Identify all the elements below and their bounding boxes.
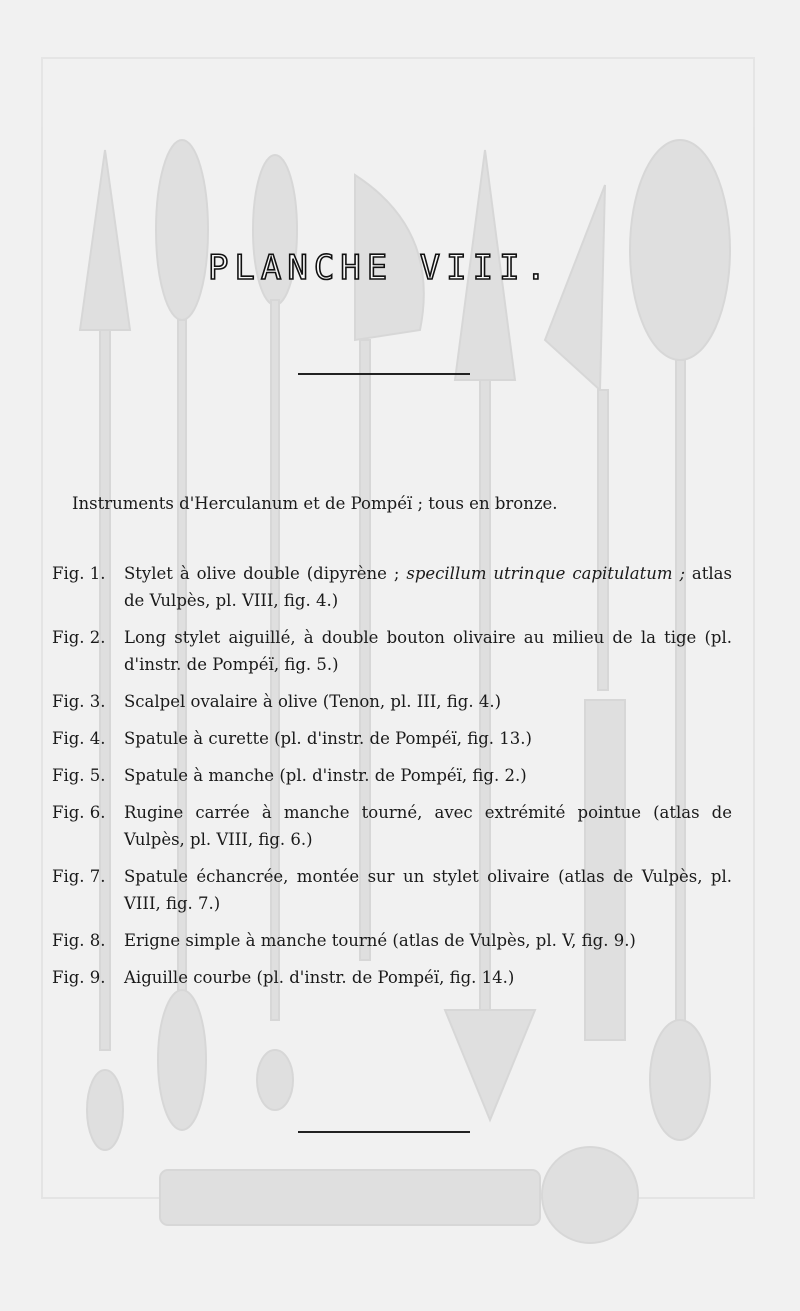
figure-caption: Rugine carrée à manche tourné, avec extrémité pointue (atlas de Vulpès, pl. VIII, fig. 6.): [124, 803, 732, 849]
figure-caption: Spatule échancrée, montée sur un stylet olivaire (atlas de Vulpès, pl. VIII, fig. 7.): [124, 867, 732, 913]
plate-intro: Instruments d'Herculanum et de Pompéï ; tous en bronze.: [72, 494, 558, 513]
figure-label: Fig. 7.: [52, 867, 106, 886]
figure-label: Fig. 2.: [52, 628, 106, 647]
figure-caption-latin: specillum utrinque capitulatum ;: [406, 564, 686, 583]
figure-item: [52, 927, 732, 954]
figure-list: [52, 560, 732, 1001]
figure-caption: Spatule à curette (pl. d'instr. de Pompéï, fig. 13.): [124, 729, 532, 748]
figure-label: Fig. 3.: [52, 692, 106, 711]
figure-caption: Scalpel ovalaire à olive (Tenon, pl. III, fig. 4.): [124, 692, 502, 711]
figure-caption: Erigne simple à manche tourné (atlas de Vulpès, pl. V, fig. 9.): [124, 931, 636, 950]
figure-caption: Long stylet aiguillé, à double bouton olivaire au milieu de la tige (pl. d'instr. de Pompéï, fig. 5.): [124, 628, 732, 674]
figure-label: Fig. 5.: [52, 766, 106, 785]
figure-label: Fig. 9.: [52, 968, 106, 987]
figure-caption: Stylet à olive double (dipyrène ; specillum utrinque capitulatum ; atlas de Vulpès, pl. VIII, fig. 4.): [124, 564, 732, 610]
figure-caption: Aiguille courbe (pl. d'instr. de Pompéï, fig. 14.): [124, 968, 515, 987]
figure-item: [52, 863, 732, 917]
figure-label: Fig. 1.: [52, 564, 106, 583]
figure-item: [52, 725, 732, 752]
figure-item: [52, 762, 732, 789]
figure-item: [52, 624, 732, 678]
figure-label: Fig. 8.: [52, 931, 106, 950]
figure-item: [52, 799, 732, 853]
figure-label: Fig. 4.: [52, 729, 106, 748]
figure-item: [52, 964, 732, 991]
figure-item: [52, 688, 732, 715]
figure-caption: Spatule à manche (pl. d'instr. de Pompéï, fig. 2.): [124, 766, 527, 785]
figure-item: [52, 560, 732, 614]
bottom-divider: [298, 1131, 470, 1133]
title-divider: [298, 373, 470, 375]
figure-label: Fig. 6.: [52, 803, 106, 822]
plate-title: PLANCHE VIII.: [207, 248, 553, 288]
